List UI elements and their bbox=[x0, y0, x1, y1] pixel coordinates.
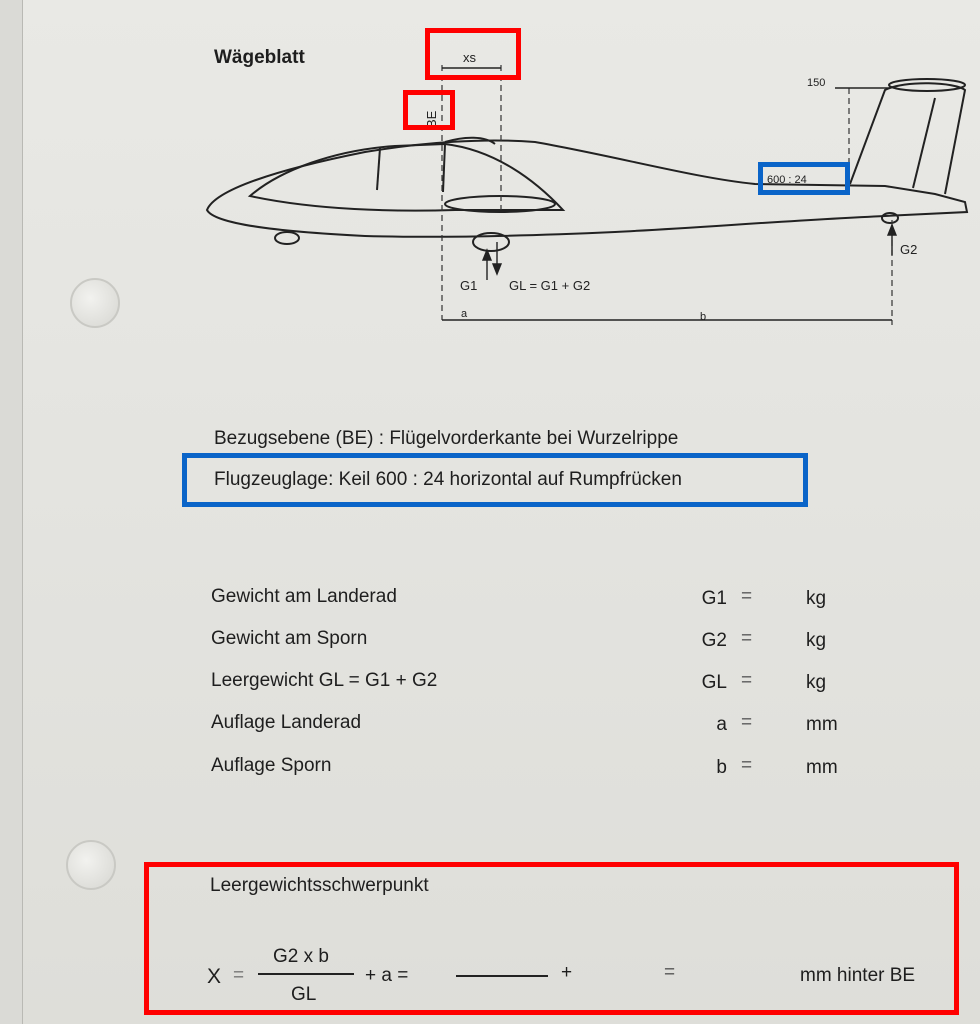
measurement-row bbox=[211, 670, 851, 698]
label-be: BE bbox=[424, 110, 439, 128]
page-title: Wägeblatt bbox=[214, 47, 305, 68]
label-wedge: 600 : 24 bbox=[767, 174, 807, 186]
measurement-label: Gewicht am Sporn bbox=[211, 628, 368, 649]
highlight-xs bbox=[425, 28, 521, 80]
label-g2: G2 bbox=[900, 242, 918, 257]
cg-heading: Leergewichtsschwerpunkt bbox=[210, 875, 429, 896]
measurement-unit: kg bbox=[806, 630, 827, 651]
measurement-equals: = bbox=[741, 628, 753, 649]
label-150: 150 bbox=[807, 77, 826, 89]
measurement-symbol: a bbox=[716, 714, 727, 735]
measurement-symbol: GL bbox=[701, 672, 727, 693]
reference-plane-text: Bezugsebene (BE) : Flügelvorderkante bei Wurzelrippe bbox=[214, 428, 679, 449]
cg-denominator: GL bbox=[291, 984, 317, 1005]
measurement-symbol: G2 bbox=[701, 630, 727, 651]
measurement-label: Leergewicht GL = G1 + G2 bbox=[211, 670, 438, 691]
fuselage-outline bbox=[207, 140, 967, 236]
measurement-symbol: b bbox=[716, 757, 727, 778]
measurement-unit: kg bbox=[806, 588, 827, 609]
label-a: a bbox=[461, 308, 468, 320]
measurement-symbol: G1 bbox=[701, 588, 727, 609]
tail-fin bbox=[850, 83, 965, 194]
measurement-equals: = bbox=[741, 586, 753, 607]
measurement-row bbox=[211, 586, 851, 614]
canopy-outline bbox=[250, 144, 563, 211]
cg-result-unit: mm hinter BE bbox=[800, 965, 916, 986]
cg-x-equals: = bbox=[233, 965, 245, 986]
label-g1: G1 bbox=[460, 278, 478, 293]
label-xs: xs bbox=[463, 50, 476, 65]
measurement-equals: = bbox=[741, 670, 753, 691]
measurement-label: Auflage Landerad bbox=[211, 712, 362, 733]
cg-x-symbol: X bbox=[207, 965, 222, 988]
measurement-equals: = bbox=[741, 712, 753, 733]
cg-equals: = bbox=[664, 962, 676, 983]
measurement-unit: mm bbox=[806, 757, 838, 778]
punch-hole bbox=[70, 278, 120, 328]
measurement-row bbox=[211, 755, 851, 783]
tail-skid bbox=[882, 213, 898, 223]
measurement-label: Auflage Sporn bbox=[211, 755, 332, 776]
measurement-row bbox=[211, 628, 851, 656]
cg-plus-a: + a = bbox=[365, 965, 409, 986]
fraction-bar bbox=[258, 973, 354, 975]
measurement-unit: kg bbox=[806, 672, 827, 693]
aircraft-attitude-text: Flugzeuglage: Keil 600 : 24 horizontal auf Rumpfrücken bbox=[214, 469, 682, 490]
cg-numerator: G2 x b bbox=[273, 946, 329, 967]
highlight-wedge-label bbox=[758, 162, 850, 195]
label-b: b bbox=[700, 311, 707, 323]
nose-wheel bbox=[275, 232, 299, 244]
measurement-unit: mm bbox=[806, 714, 838, 735]
measurement-equals: = bbox=[741, 755, 753, 776]
highlight-be bbox=[403, 90, 455, 130]
label-gl-formula: GL = G1 + G2 bbox=[509, 278, 591, 293]
punch-hole bbox=[66, 840, 116, 890]
cg-plus: + bbox=[561, 962, 573, 983]
measurement-label: Gewicht am Landerad bbox=[211, 586, 397, 607]
measurement-row bbox=[211, 712, 851, 740]
blank-line bbox=[456, 975, 548, 977]
